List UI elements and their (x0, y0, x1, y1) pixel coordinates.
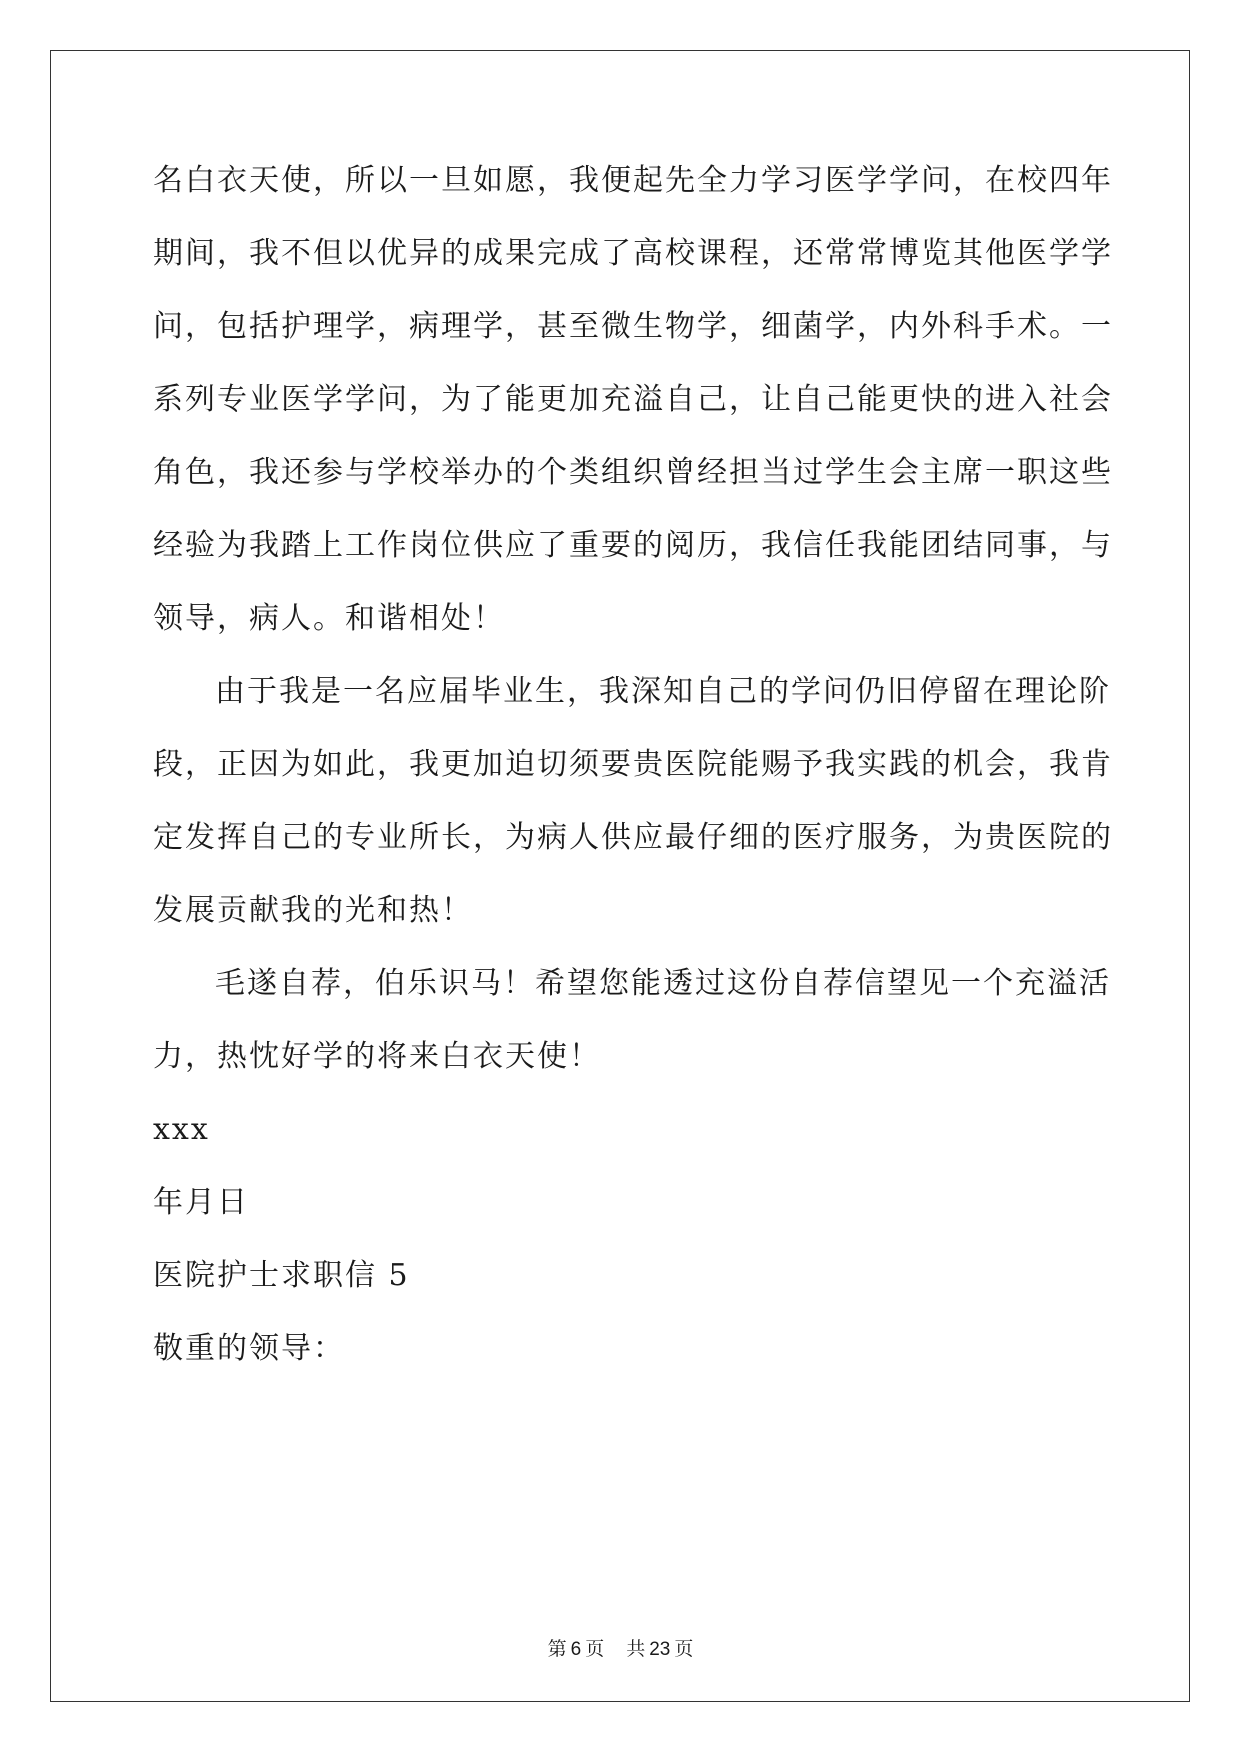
text-line: 系列专业医学学问，为了能更加充溢自己，让自己能更快的进入社会 (153, 382, 1113, 417)
text-line: 段，正因为如此，我更加迫切须要贵医院能赐予我实践的机会，我肯 (153, 747, 1113, 782)
text-line: 经验为我踏上工作岗位供应了重要的阅历，我信任我能团结同事，与 (153, 528, 1113, 563)
text-line: 定发挥自己的专业所长，为病人供应最仔细的医疗服务，为贵医院的 (153, 820, 1113, 855)
page-border (50, 50, 1190, 1702)
total-suffix: 页 (674, 1638, 694, 1660)
page-footer (0, 1637, 1241, 1662)
text-line: 发展贡献我的光和热！ (153, 893, 473, 928)
text-line: 名白衣天使，所以一旦如愿，我便起先全力学习医学学问，在校四年 (153, 163, 1113, 198)
text-line: 领导，病人。和谐相处！ (153, 601, 505, 636)
signature-name: xxx (153, 1112, 210, 1147)
page-suffix: 页 (585, 1638, 605, 1660)
salutation: 敬重的领导： (153, 1331, 345, 1366)
paragraph-first-line: 由于我是一名应届毕业生，我深知自己的学问仍旧停留在理论阶 (215, 674, 1111, 709)
section-heading: 医院护士求职信 5 (153, 1258, 410, 1293)
page-prefix: 第 (547, 1638, 567, 1660)
total-pages: 23 (649, 1639, 671, 1660)
total-prefix: 共 (626, 1638, 646, 1660)
text-line: 期间，我不但以优异的成果完成了高校课程，还常常博览其他医学学 (153, 236, 1113, 271)
text-line: 角色，我还参与学校举办的个类组织曾经担当过学生会主席一职这些 (153, 455, 1113, 490)
text-line: 力，热忱好学的将来白衣天使！ (153, 1039, 601, 1074)
text-line: 问，包括护理学，病理学，甚至微生物学，细菌学，内外科手术。一 (153, 309, 1113, 344)
signature-date: 年月日 (153, 1185, 249, 1220)
page-number: 6 (570, 1639, 582, 1660)
paragraph-first-line: 毛遂自荐，伯乐识马！希望您能透过这份自荐信望见一个充溢活 (215, 966, 1111, 1001)
